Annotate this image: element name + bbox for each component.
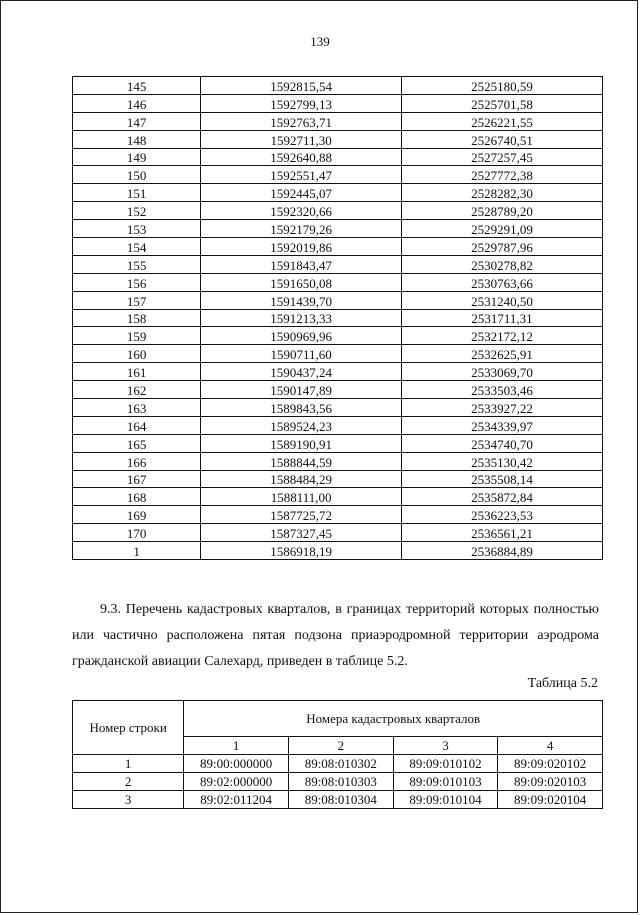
row-number-cell: 2 [73,773,184,791]
y-coordinate-cell: 2536561,21 [402,524,603,542]
point-number-cell: 158 [73,309,201,327]
point-number-cell: 168 [73,488,201,506]
y-coordinate-cell: 2533927,22 [402,399,603,417]
header-cadastral-quarters: Номера кадастровых кварталов [184,701,603,737]
y-coordinate-cell: 2534339,97 [402,416,603,434]
table-row [73,166,603,184]
cadastral-number-cell: 89:09:020102 [498,755,603,773]
point-number-cell: 152 [73,202,201,220]
table-row [73,202,603,220]
y-coordinate-cell: 2536223,53 [402,506,603,524]
cadastral-number-cell: 89:02:011204 [184,791,289,809]
table-row [73,363,603,381]
point-number-cell: 147 [73,112,201,130]
table-row [73,148,603,166]
x-coordinate-cell: 1592711,30 [201,130,402,148]
table-row [73,273,603,291]
column-number-header: 1 [184,737,289,755]
x-coordinate-cell: 1589843,56 [201,399,402,417]
x-coordinate-cell: 1589190,91 [201,434,402,452]
y-coordinate-cell: 2533503,46 [402,381,603,399]
point-number-cell: 165 [73,434,201,452]
x-coordinate-cell: 1590969,96 [201,327,402,345]
x-coordinate-cell: 1592019,86 [201,238,402,256]
y-coordinate-cell: 2536884,89 [402,542,603,560]
x-coordinate-cell: 1592445,07 [201,184,402,202]
y-coordinate-cell: 2529787,96 [402,238,603,256]
point-number-cell: 161 [73,363,201,381]
table-row [73,291,603,309]
cadastral-number-cell: 89:09:010104 [393,791,498,809]
table-row [73,94,603,112]
y-coordinate-cell: 2525701,58 [402,94,603,112]
point-number-cell: 160 [73,345,201,363]
point-number-cell: 145 [73,77,201,95]
y-coordinate-cell: 2534740,70 [402,434,603,452]
y-coordinate-cell: 2529291,09 [402,220,603,238]
cadastral-number-cell: 89:00:000000 [184,755,289,773]
table-row [73,184,603,202]
x-coordinate-cell: 1591843,47 [201,255,402,273]
y-coordinate-cell: 2530278,82 [402,255,603,273]
header-row-number: Номер строки [73,701,184,755]
x-coordinate-cell: 1591213,33 [201,309,402,327]
y-coordinate-cell: 2532172,12 [402,327,603,345]
table-row [73,381,603,399]
point-number-cell: 157 [73,291,201,309]
point-number-cell: 156 [73,273,201,291]
x-coordinate-cell: 1588484,29 [201,470,402,488]
y-coordinate-cell: 2530763,66 [402,273,603,291]
table-row [73,452,603,470]
point-number-cell: 154 [73,238,201,256]
point-number-cell: 153 [73,220,201,238]
x-coordinate-cell: 1591439,70 [201,291,402,309]
y-coordinate-cell: 2533069,70 [402,363,603,381]
table-row [73,112,603,130]
point-number-cell: 164 [73,416,201,434]
y-coordinate-cell: 2525180,59 [402,77,603,95]
x-coordinate-cell: 1591650,08 [201,273,402,291]
point-number-cell: 151 [73,184,201,202]
cadastral-number-cell: 89:08:010302 [288,755,393,773]
cadastral-number-cell: 89:08:010304 [288,791,393,809]
cadastral-number-cell: 89:09:010103 [393,773,498,791]
x-coordinate-cell: 1592640,88 [201,148,402,166]
table-row [73,255,603,273]
cadastral-number-cell: 89:08:010303 [288,773,393,791]
point-number-cell: 148 [73,130,201,148]
table-row [73,488,603,506]
column-number-header: 4 [498,737,603,755]
x-coordinate-cell: 1592815,54 [201,77,402,95]
x-coordinate-cell: 1592179,26 [201,220,402,238]
x-coordinate-cell: 1589524,23 [201,416,402,434]
y-coordinate-cell: 2526740,51 [402,130,603,148]
table-row [73,791,603,809]
table-row [73,238,603,256]
table-row [73,345,603,363]
table-row [73,542,603,560]
x-coordinate-cell: 1588844,59 [201,452,402,470]
point-number-cell: 146 [73,94,201,112]
table-row [73,416,603,434]
table-row [73,524,603,542]
y-coordinate-cell: 2531240,50 [402,291,603,309]
row-number-cell: 1 [73,755,184,773]
point-number-cell: 1 [73,542,201,560]
x-coordinate-cell: 1592799,13 [201,94,402,112]
point-number-cell: 170 [73,524,201,542]
point-number-cell: 159 [73,327,201,345]
table-row [73,470,603,488]
table-row [73,399,603,417]
point-number-cell: 155 [73,255,201,273]
y-coordinate-cell: 2531711,31 [402,309,603,327]
cadastral-number-cell: 89:09:020104 [498,791,603,809]
point-number-cell: 163 [73,399,201,417]
y-coordinate-cell: 2528789,20 [402,202,603,220]
table-row [73,309,603,327]
y-coordinate-cell: 2532625,91 [402,345,603,363]
table-row [73,434,603,452]
table-row [73,327,603,345]
table-row [73,130,603,148]
table-row [73,506,603,524]
table-row [73,220,603,238]
y-coordinate-cell: 2526221,55 [402,112,603,130]
y-coordinate-cell: 2527257,45 [402,148,603,166]
x-coordinate-cell: 1586918,19 [201,542,402,560]
y-coordinate-cell: 2535130,42 [402,452,603,470]
point-number-cell: 167 [73,470,201,488]
coordinates-table [72,76,603,560]
cadastral-number-cell: 89:02:000000 [184,773,289,791]
y-coordinate-cell: 2528282,30 [402,184,603,202]
x-coordinate-cell: 1592551,47 [201,166,402,184]
point-number-cell: 149 [73,148,201,166]
x-coordinate-cell: 1590437,24 [201,363,402,381]
x-coordinate-cell: 1588111,00 [201,488,402,506]
row-number-cell: 3 [73,791,184,809]
point-number-cell: 169 [73,506,201,524]
column-number-header: 2 [288,737,393,755]
table-caption: Таблица 5.2 [527,676,598,691]
point-number-cell: 150 [73,166,201,184]
table-row [73,77,603,95]
body-paragraph: 9.3. Перечень кадастровых кварталов, в границах территорий которых полностью или частично расположена пятая подзона приаэродромной территории аэродрома гражданской авиации Салехард, приведен в таблице 5.2. [72,602,599,669]
table-row [73,755,603,773]
y-coordinate-cell: 2535872,84 [402,488,603,506]
x-coordinate-cell: 1587725,72 [201,506,402,524]
y-coordinate-cell: 2535508,14 [402,470,603,488]
point-number-cell: 166 [73,452,201,470]
x-coordinate-cell: 1590711,60 [201,345,402,363]
column-number-header: 3 [393,737,498,755]
x-coordinate-cell: 1592763,71 [201,112,402,130]
x-coordinate-cell: 1590147,89 [201,381,402,399]
page-number: 139 [310,34,330,49]
y-coordinate-cell: 2527772,38 [402,166,603,184]
x-coordinate-cell: 1587327,45 [201,524,402,542]
point-number-cell: 162 [73,381,201,399]
cadastral-number-cell: 89:09:020103 [498,773,603,791]
cadastral-quarters-table [72,700,603,809]
table-row [73,773,603,791]
cadastral-number-cell: 89:09:010102 [393,755,498,773]
x-coordinate-cell: 1592320,66 [201,202,402,220]
